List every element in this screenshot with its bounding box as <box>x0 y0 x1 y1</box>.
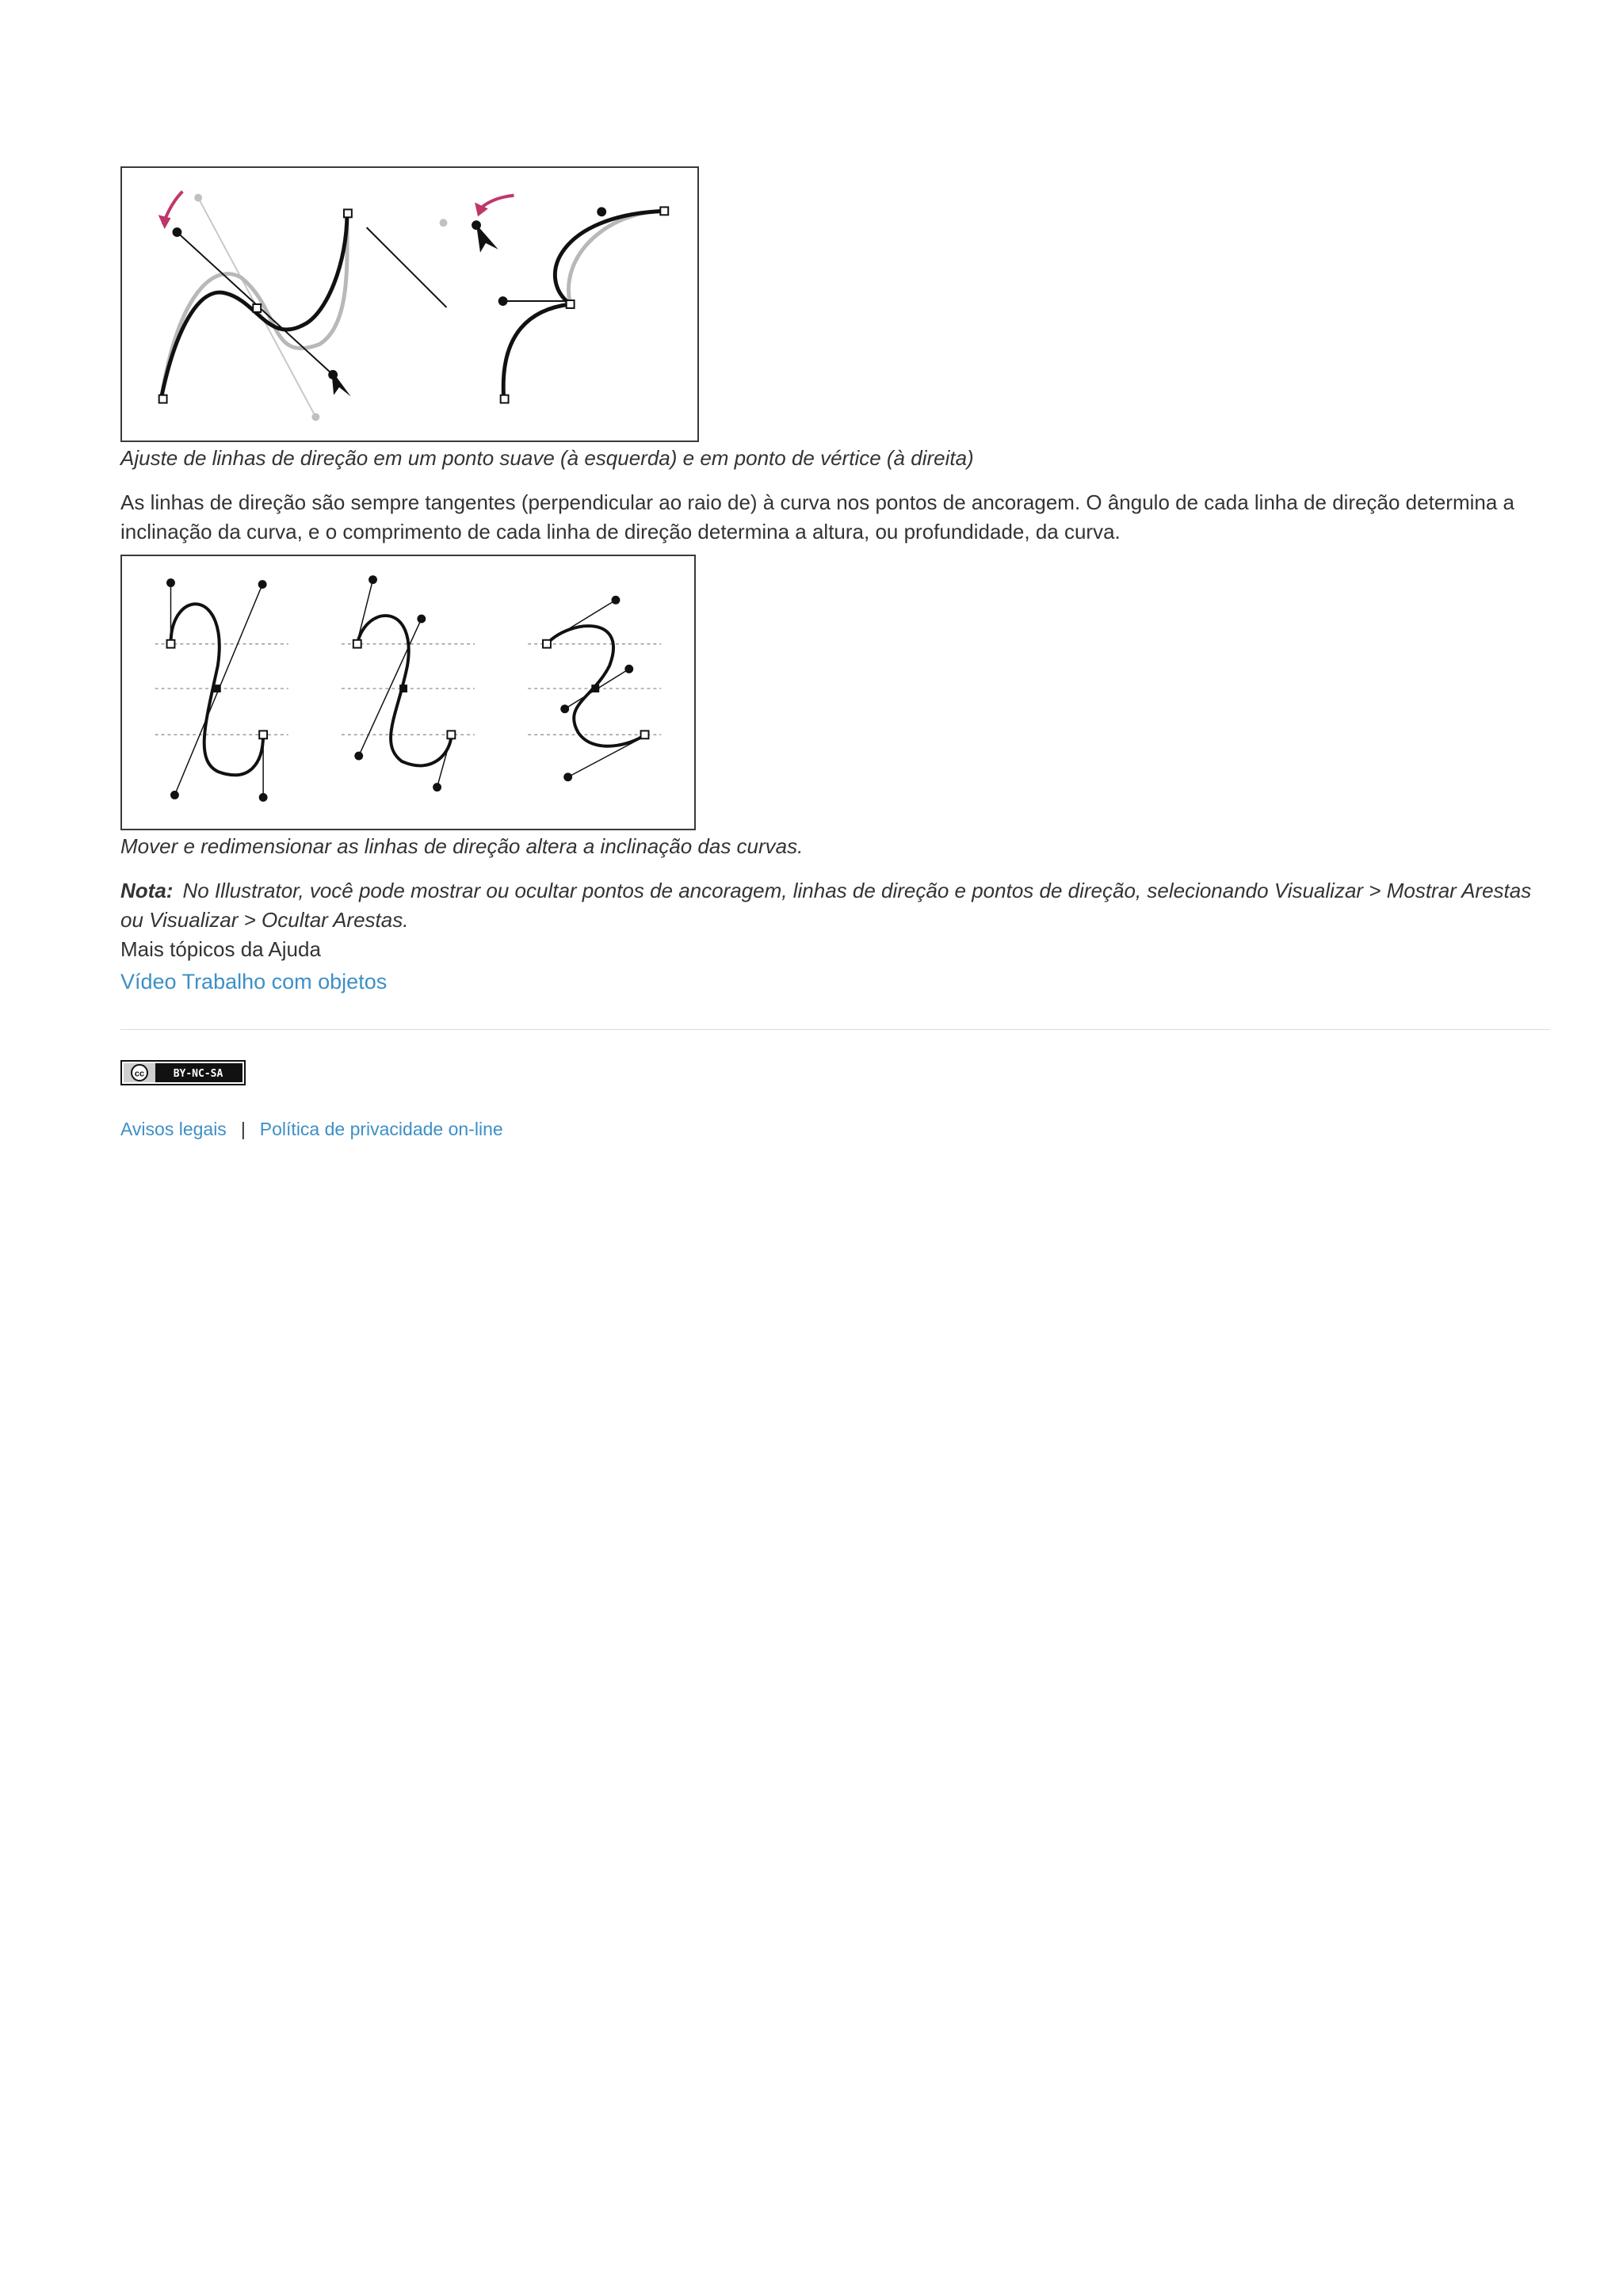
footer-divider <box>120 1029 1550 1030</box>
footer-separator: | <box>240 1119 246 1139</box>
figure2-caption: Mover e redimensionar as linhas de direção altera a inclinação das curvas. <box>120 834 804 858</box>
cc-logo-text: cc <box>134 1069 145 1079</box>
privacy-policy-link[interactable]: Política de privacidade on-line <box>259 1119 503 1139</box>
cc-license-badge[interactable] <box>120 1060 246 1085</box>
more-help-topics-heading: Mais tópicos da Ajuda <box>120 937 321 961</box>
video-working-with-objects-link[interactable]: Vídeo Trabalho com objetos <box>120 970 388 994</box>
direction-lines-slope-illustration <box>120 555 696 830</box>
body-paragraph: As linhas de direção são sempre tangentes (perpendicular ao raio de) à curva nos pontos de ancoragem. O ângulo de cada linha de direção determina a inclinação da curva, e o comprimento de cada linha de direção determina a altura, ou profundidade, da curva. <box>120 490 1514 543</box>
figure1-caption: Ajuste de linhas de direção em um ponto suave (à esquerda) e em ponto de vértice (à direita) <box>120 446 974 470</box>
license-type-text: BY-NC-SA <box>173 1068 223 1080</box>
main-content <box>120 166 1550 1141</box>
note <box>120 876 1550 935</box>
legal-notices-link[interactable]: Avisos legais <box>120 1119 227 1139</box>
footer-links <box>120 1117 1550 1141</box>
note-text: No Illustrator, você pode mostrar ou ocultar pontos de ancoragem, linhas de direção e pontos de direção, selecionando Visualizar > Mostrar Arestas ou Visualizar > Ocultar Arestas. <box>120 879 1532 932</box>
smooth-corner-point-illustration <box>120 166 699 442</box>
note-label: Nota: <box>120 879 174 902</box>
